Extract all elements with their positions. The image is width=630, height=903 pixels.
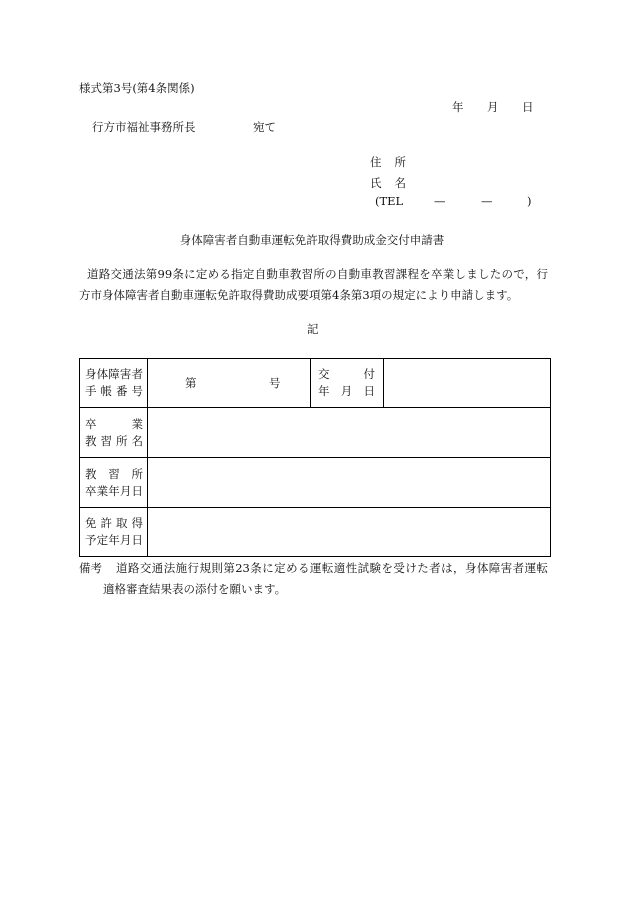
remarks-line-2: 適格審査結果表の添付を願います。	[103, 582, 287, 596]
graduation-date-label-line-1: 教習所	[85, 466, 143, 481]
issue-date-cell	[384, 359, 550, 407]
body-line-2: 方市身体障害者自動車運転免許取得費助成要項第4条第3項の規定により申請します。	[79, 288, 519, 302]
number-prefix: 第	[185, 376, 197, 390]
table-row-graduation-date	[80, 458, 550, 507]
table-row-license-date	[80, 508, 550, 556]
license-date-label-line-1: 免許取得	[85, 516, 143, 530]
tel-close: )	[527, 194, 532, 208]
date-month: 月	[487, 100, 499, 114]
addressee-suffix: 宛て	[253, 120, 276, 134]
body-line-1: 道路交通法第99条に定める指定自動車教習所の自動車教習課程を卒業しましたので，行	[87, 267, 548, 281]
school-name-label-line-1: 卒業	[85, 416, 143, 431]
graduation-date-cell	[148, 458, 550, 507]
issue-date-label-line-1: 交付	[318, 367, 375, 381]
handbook-label-line-2: 手帳番号	[85, 384, 143, 398]
document-title: 身体障害者自動車運転免許取得費助成金交付申請書	[179, 233, 445, 247]
handbook-label	[85, 359, 143, 407]
school-name-cell	[148, 408, 550, 457]
ki-heading: 記	[307, 322, 319, 336]
number-suffix: 号	[269, 376, 281, 390]
school-name-label-line-2: 教習所名	[85, 433, 143, 448]
date-year: 年	[452, 100, 464, 114]
addressee-name: 行方市福祉事務所長	[92, 120, 196, 134]
table-row-school-name	[80, 408, 550, 457]
remarks-line-1: 道路交通法施行規則第23条に定める運転適性試験を受けた者は，身体障害者運転	[116, 561, 548, 575]
issue-date-label	[318, 359, 375, 407]
tel-dash-2: —	[481, 194, 493, 208]
remarks-label: 備考	[79, 561, 102, 575]
issue-date-label-line-2: 年月日	[318, 384, 375, 398]
handbook-label-line-1: 身体障害者	[85, 367, 143, 381]
license-date-label-line-2: 予定年月日	[85, 533, 143, 547]
table-row-handbook	[80, 359, 550, 407]
graduation-date-label	[85, 458, 143, 507]
application-table	[79, 358, 551, 557]
tel-open: (TEL	[375, 194, 404, 208]
address-label: 住所	[370, 155, 406, 169]
graduation-date-label-line-2: 卒業年月日	[85, 483, 143, 498]
handbook-number-cell	[148, 359, 310, 407]
name-label: 氏名	[370, 176, 406, 190]
license-date-cell	[148, 508, 550, 556]
license-date-label	[85, 508, 143, 556]
date-day: 日	[522, 100, 534, 114]
tel-dash-1: —	[434, 194, 446, 208]
school-name-label	[85, 408, 143, 457]
form-number: 様式第3号(第4条関係)	[79, 81, 195, 95]
